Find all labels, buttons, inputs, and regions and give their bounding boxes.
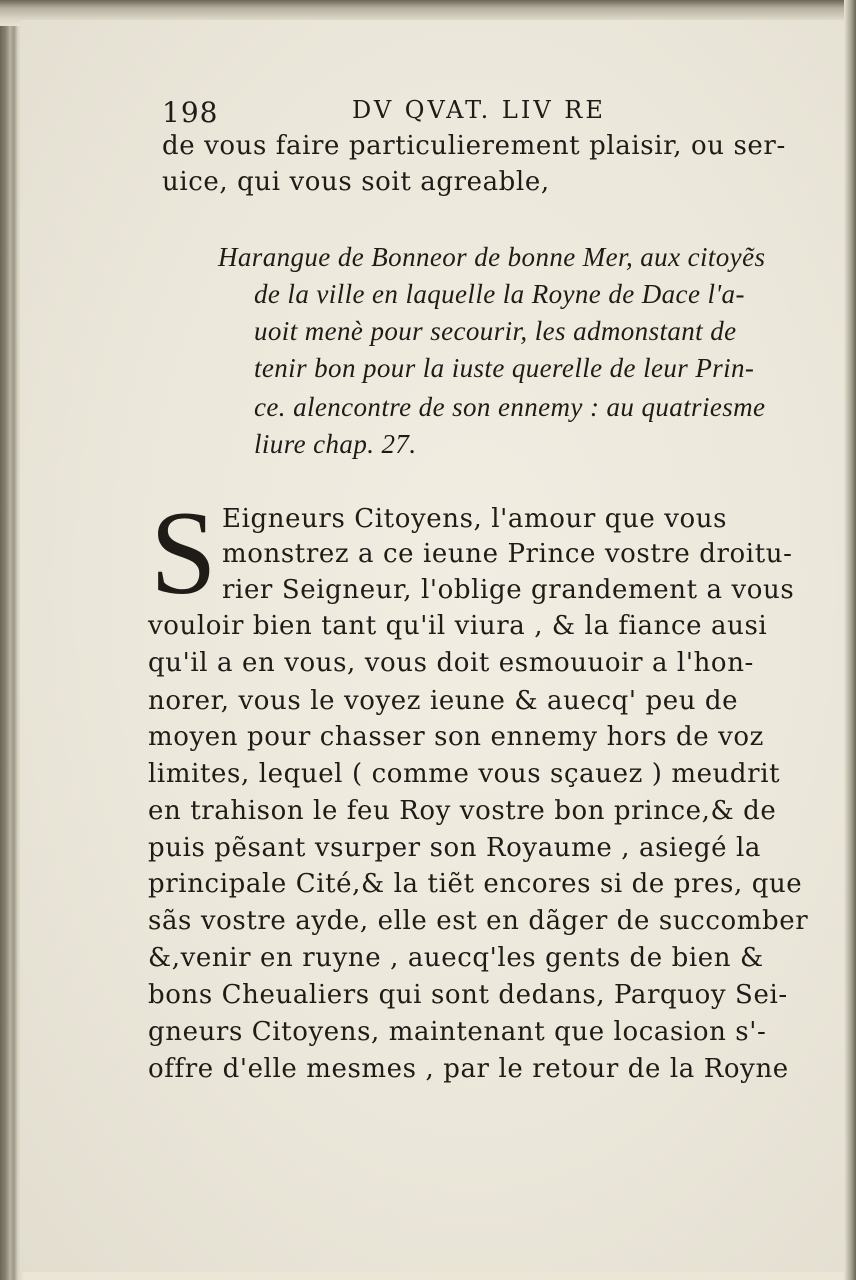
heading-line: de la ville en laquelle la Royne de Dace l'a- bbox=[254, 279, 745, 309]
body-line: bons Cheualiers qui sont dedans, Parquoy Sei- bbox=[148, 980, 788, 1010]
body-line: sãs vostre ayde, elle est en dãger de succomber bbox=[148, 906, 809, 936]
running-title: DV QVAT. LIV RE bbox=[352, 96, 606, 124]
heading-line: liure chap. 27. bbox=[254, 429, 417, 459]
body-line: en trahison le feu Roy vostre bon prince,& de bbox=[148, 796, 777, 826]
body-line: moyen pour chasser son ennemy hors de voz bbox=[148, 722, 764, 752]
drop-cap: S bbox=[150, 486, 217, 619]
heading-line: Harangue de Bonneor de bonne Mer, aux citoyẽs bbox=[218, 242, 766, 272]
body-line: qu'il a en vous, vous doit esmouuoir a l'hon- bbox=[148, 648, 754, 678]
body-line: vouloir bien tant qu'il viura , & la fiance ausi bbox=[148, 611, 768, 641]
page-number: 198 bbox=[162, 96, 219, 129]
heading-line: ce. alencontre de son ennemy : au quatriesme bbox=[254, 392, 766, 422]
intro-line: de vous faire particulierement plaisir, ou ser- bbox=[162, 131, 786, 161]
body-line: gneurs Citoyens, maintenant que locasion s'- bbox=[148, 1017, 767, 1047]
heading-line: tenir bon pour la iuste querelle de leur Prin- bbox=[254, 353, 755, 383]
body-line: monstrez a ce ieune Prince vostre droitu- bbox=[222, 539, 793, 569]
body-line: principale Cité,& la tiẽt encores si de pres, que bbox=[148, 869, 803, 899]
body-line: offre d'elle mesmes , par le retour de la Royne bbox=[148, 1054, 789, 1084]
body-line: limites, lequel ( comme vous sçauez ) meudrit bbox=[148, 759, 781, 789]
intro-line: uice, qui vous soit agreable, bbox=[162, 167, 550, 197]
body-line: &,venir en ruyne , auecq'les gents de bien & bbox=[148, 943, 764, 973]
body-line: norer, vous le voyez ieune & auecq' peu de bbox=[148, 686, 739, 716]
page-right-edge bbox=[844, 0, 856, 1280]
body-line: rier Seigneur, l'oblige grandement a vous bbox=[222, 575, 795, 605]
heading-line: uoit menè pour secourir, les admonstant de bbox=[254, 316, 737, 346]
body-line: Eigneurs Citoyens, l'amour que vous bbox=[222, 504, 728, 534]
paper-page bbox=[20, 20, 844, 1272]
body-line: puis pẽsant vsurper son Royaume , asiegé la bbox=[148, 833, 762, 863]
